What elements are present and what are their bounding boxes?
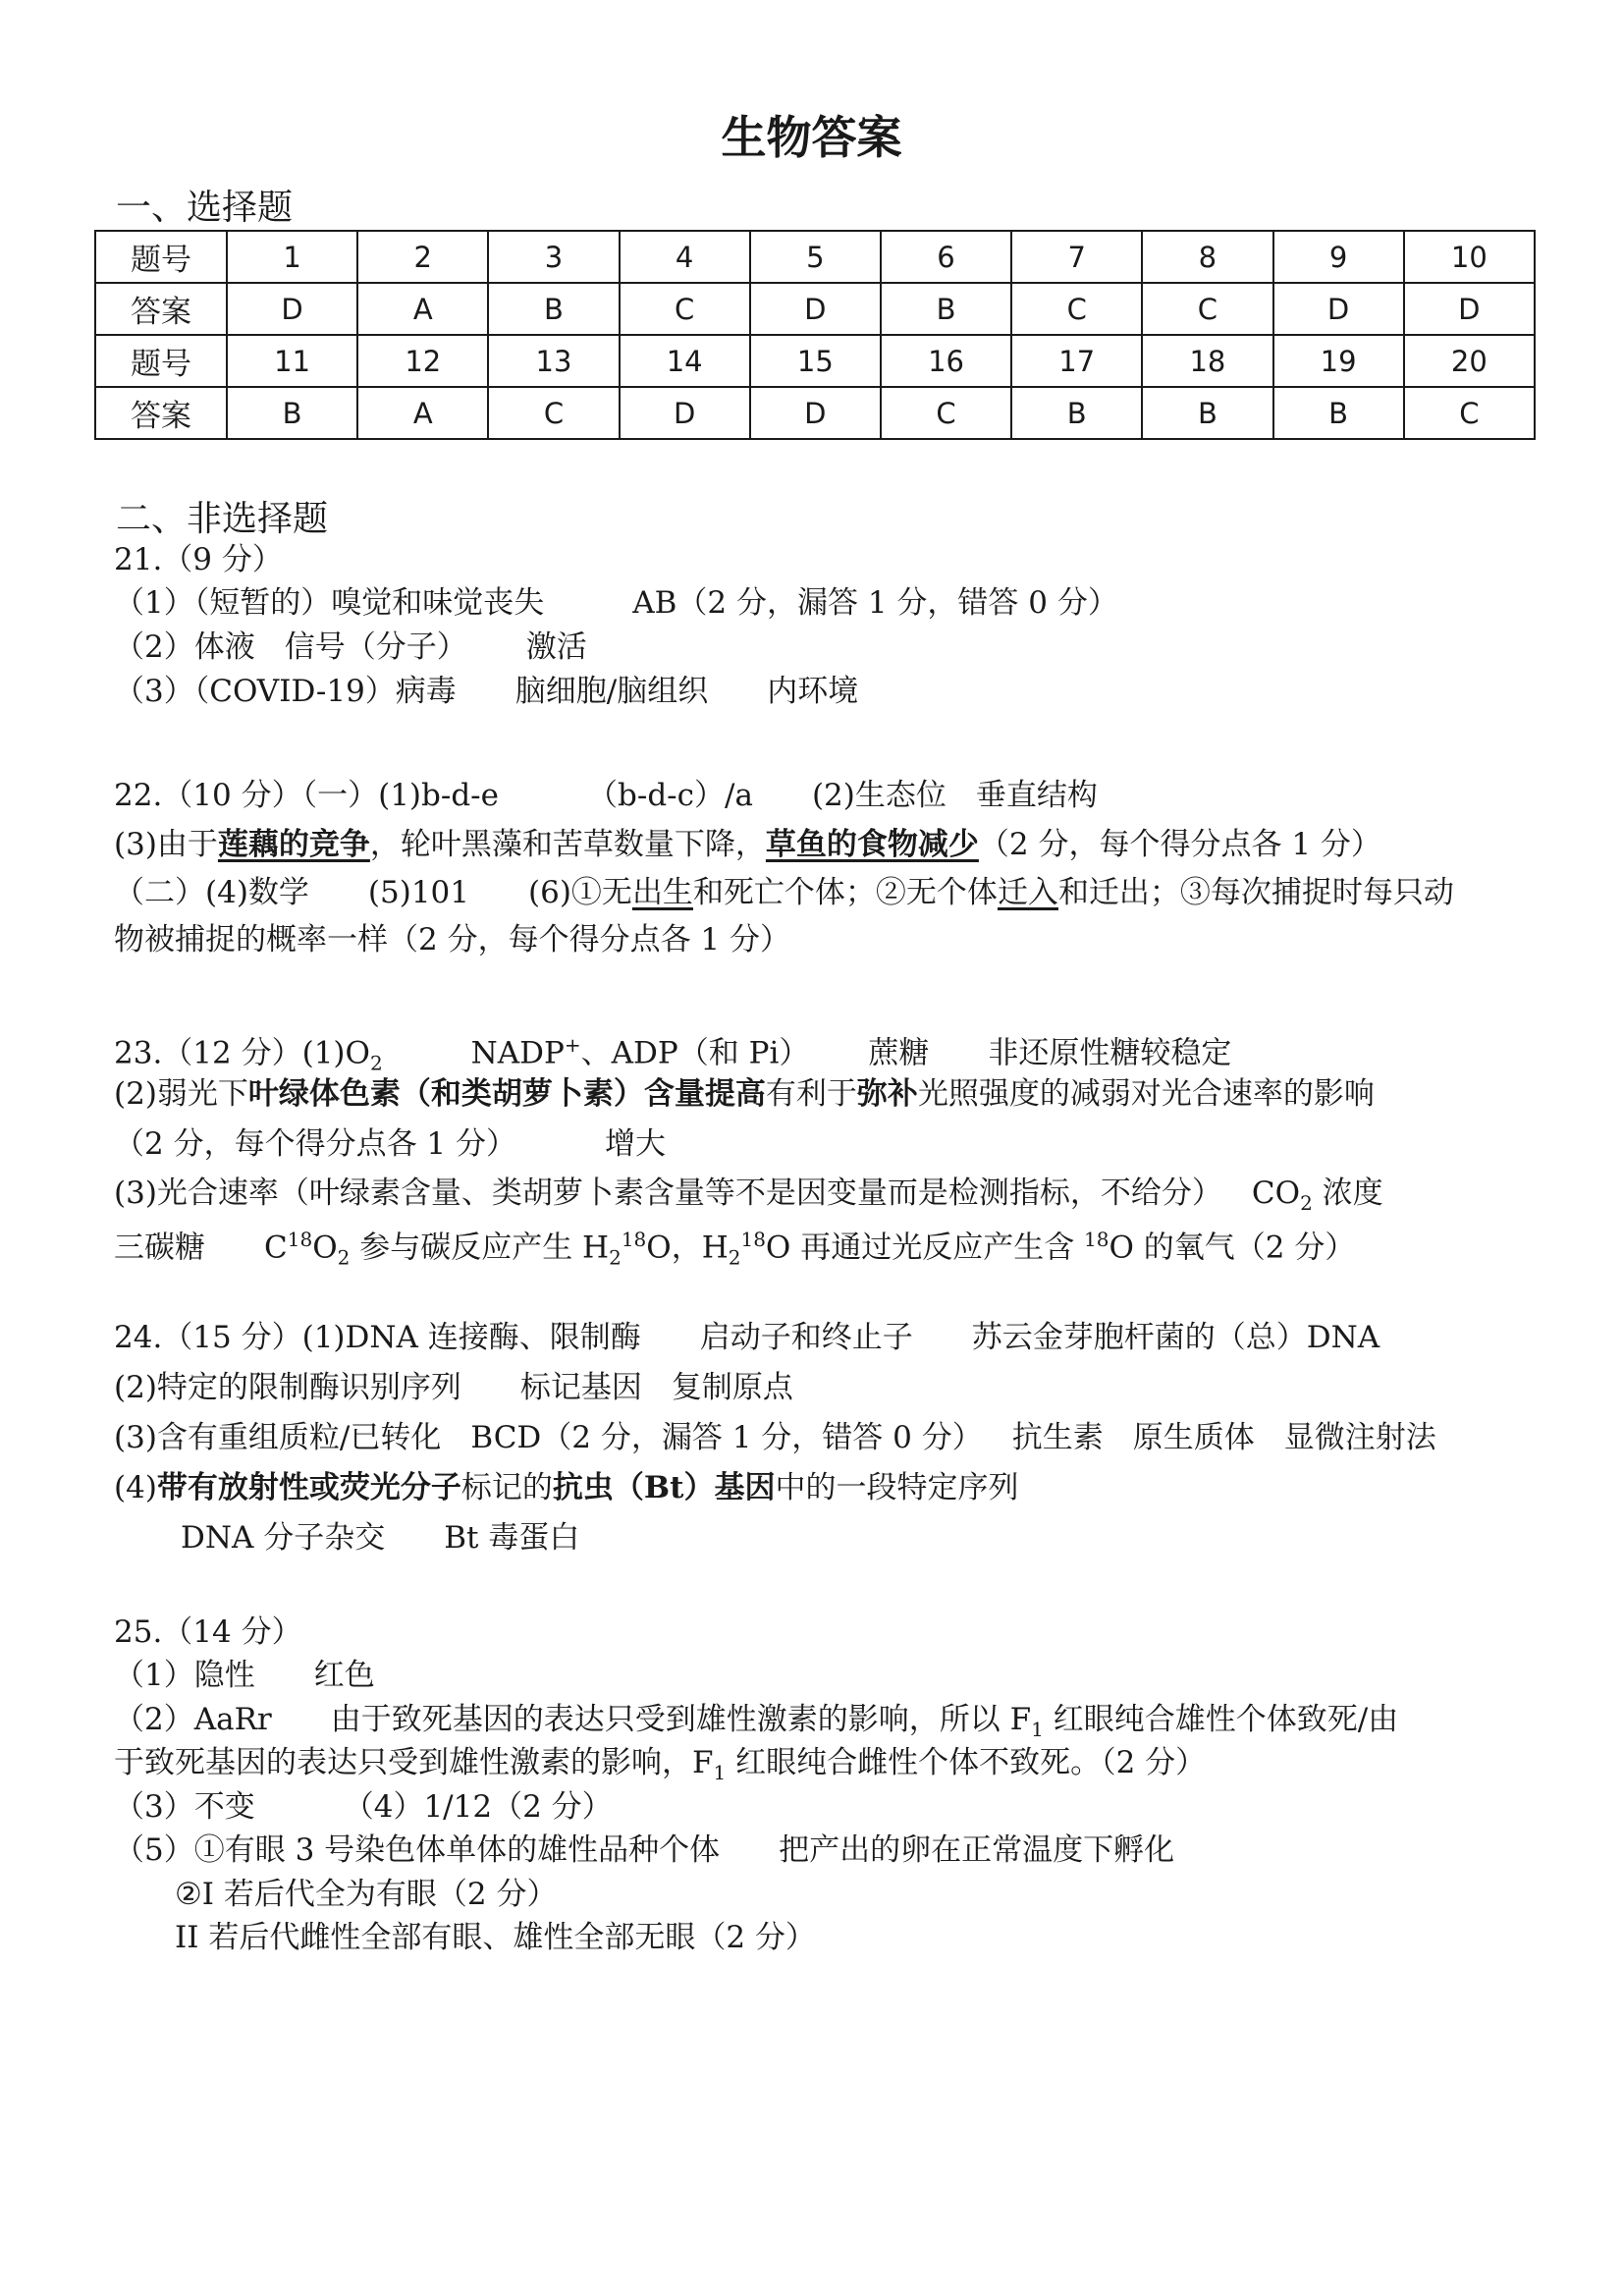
q24-line-1 [114, 1316, 1380, 1359]
table-cell: 6 [881, 231, 1011, 283]
section-heading-multiple-choice: 一、选择题 [116, 188, 294, 228]
table-cell: C [488, 387, 619, 439]
q21-answer-3b: 脑细胞/脑组织 [514, 674, 709, 709]
table-cell: 15 [750, 335, 881, 387]
q22-text: 和迁出；③每次捕捉时每只动 [1057, 875, 1454, 910]
table-cell: 7 [1011, 231, 1142, 283]
q21-answer-3c: 内环境 [767, 674, 859, 709]
q24-answer-1: 24.（15 分）(1)DNA 连接酶、限制酶 [114, 1320, 641, 1355]
table-row [95, 387, 1535, 439]
q25-answer-5: （5）①有眼 3 号染色体单体的雄性品种个体 [114, 1832, 721, 1868]
subscript: 2 [369, 1051, 383, 1075]
q25-answer-4: （4）1/12（2 分） [343, 1789, 613, 1825]
q24-bt-protein: Bt 毒蛋白 [444, 1520, 580, 1556]
table-row-label: 题号 [95, 231, 227, 283]
q25-red: 红色 [313, 1658, 375, 1693]
q25-line-4 [114, 1785, 613, 1829]
q25-line-5 [114, 1829, 1174, 1872]
table-row [95, 335, 1535, 387]
q22-text: (3)由于 [114, 827, 218, 862]
q25-answer-2: （2）AaRr [114, 1702, 272, 1737]
table-row [95, 283, 1535, 335]
table-cell: 12 [357, 335, 488, 387]
q24-line-5 [181, 1516, 579, 1559]
table-cell: D [750, 387, 881, 439]
q23-text: O 再通过光反应产生含 [765, 1230, 1085, 1266]
table-cell: C [881, 387, 1011, 439]
q22-key-birth: 出生 [631, 875, 693, 910]
table-cell: 10 [1404, 231, 1535, 283]
q23-reason: 非还原性糖较稳定 [988, 1035, 1232, 1071]
table-row-label: 答案 [95, 387, 227, 439]
q21-answer-1: （1）（短暂的）嗅觉和味觉丧失 [114, 585, 545, 621]
q22-answer-1: 22.（10 分）（一）(1)b-d-e [114, 778, 499, 813]
q21-line-3 [114, 670, 858, 713]
q25-line-1 [114, 1654, 375, 1697]
table-cell: 16 [881, 335, 1011, 387]
table-cell: 11 [227, 335, 357, 387]
q25-text: 红眼纯合雌性个体不致死。（2 分） [726, 1745, 1207, 1780]
answer-table [94, 230, 1536, 440]
table-cell: D [1273, 283, 1404, 335]
q21-heading: 21.（9 分） [114, 542, 283, 577]
q22-key-point-2: 草鱼的食物减少 [765, 827, 979, 862]
q24-line-2 [114, 1366, 793, 1409]
subscript: 2 [609, 1245, 622, 1270]
q23-key-point-1: 叶绿体色素（和类胡萝卜素）含量提高 [247, 1076, 766, 1112]
q25-text: 于致死基因的表达只受到雄性激素的影响，F [114, 1745, 714, 1780]
q25-text: 由于致死基因的表达只受到雄性激素的影响，所以 F [330, 1702, 1032, 1737]
table-cell: 18 [1142, 335, 1272, 387]
q21-line-1 [114, 581, 1118, 625]
table-cell: A [357, 283, 488, 335]
superscript: 18 [621, 1228, 647, 1251]
table-cell: B [1011, 387, 1142, 439]
q25-answer-3: （3）不变 [114, 1789, 255, 1825]
q22-answer-6: (6)①无 [528, 875, 632, 910]
q24-key-point-2: 抗虫（Bt）基因 [552, 1470, 776, 1505]
q23-concentration: 浓度 [1312, 1175, 1383, 1211]
table-cell: 17 [1011, 335, 1142, 387]
q24-microinjection: 显微注射法 [1283, 1420, 1436, 1455]
q22-key-immigration: 迁入 [997, 875, 1058, 910]
table-row-label: 答案 [95, 283, 227, 335]
q21-answer-3a: （3）（COVID-19）病毒 [114, 674, 457, 709]
q24-protoplast: 原生质体 [1132, 1420, 1255, 1455]
q24-text: (4) [114, 1470, 157, 1505]
q23-answer-1: 23.（12 分）(1)O [114, 1035, 370, 1071]
q22-line-1 [114, 774, 1098, 817]
subscript: 2 [1300, 1191, 1313, 1216]
superscript: + [564, 1033, 581, 1057]
q22-answer-2: (2)生态位 [811, 778, 947, 813]
q23-text: 参与碳反应产生 H [350, 1230, 610, 1266]
q23-text: 有利于 [765, 1076, 857, 1112]
q24-marker-gene: 标记基因 [519, 1370, 642, 1405]
q23-adp: 、ADP（和 Pi） [580, 1035, 810, 1071]
q21-answer-1-choice: AB（2 分，漏答 1 分，错答 0 分） [632, 585, 1118, 621]
q25-text: 红眼纯合雄性个体致死/由 [1043, 1702, 1399, 1737]
q22-answer-4: （二）(4)数学 [114, 875, 309, 910]
table-cell: D [750, 283, 881, 335]
table-cell: D [620, 387, 750, 439]
table-row [95, 231, 1535, 283]
table-cell: A [357, 387, 488, 439]
table-cell: C [1404, 387, 1535, 439]
q22-text: ，轮叶黑藻和苦草数量下降， [369, 827, 766, 862]
q23-text: O [312, 1230, 338, 1266]
table-cell: B [1142, 387, 1272, 439]
table-cell: B [881, 283, 1011, 335]
q24-text: 标记的 [460, 1470, 553, 1505]
q23-text: (2)弱光下 [114, 1076, 248, 1112]
q24-line-4 [114, 1466, 1018, 1509]
q22-line-2 [114, 823, 1381, 866]
q23-scoring-note: （2 分，每个得分点各 1 分） [114, 1126, 517, 1162]
q23-line-3 [114, 1122, 666, 1166]
q23-answer-3: (3)光合速率（叶绿素含量、类胡萝卜素含量等不是因变量而是检测指标，不给分） [114, 1175, 1222, 1211]
q21-line-2 [114, 626, 587, 669]
q24-hybridization: DNA 分子杂交 [181, 1520, 386, 1556]
q24-antibiotic: 抗生素 [1011, 1420, 1104, 1455]
q23-text: O，H [646, 1230, 729, 1266]
table-cell: C [1011, 283, 1142, 335]
q22-line-4: 物被捕捉的概率一样（2 分，每个得分点各 1 分） [114, 922, 791, 957]
subscript: 1 [713, 1761, 727, 1785]
q23-key-point-2: 弥补 [856, 1076, 918, 1112]
subscript: 2 [728, 1245, 741, 1270]
q25-incubation: 把产出的卵在正常温度下孵化 [779, 1832, 1175, 1868]
q22-scoring-note: （2 分，每个得分点各 1 分） [978, 827, 1381, 862]
q24-key-point-1: 带有放射性或荧光分子 [156, 1470, 461, 1505]
q23-nadp: NADP [470, 1035, 565, 1071]
table-cell: 14 [620, 335, 750, 387]
q22-line-3 [114, 871, 1454, 914]
q23-line-2 [114, 1072, 1375, 1116]
table-cell: C [620, 283, 750, 335]
table-cell: 9 [1273, 231, 1404, 283]
table-cell: 5 [750, 231, 881, 283]
q21-answer-2c: 激活 [525, 629, 587, 665]
q22-answer-1b: （b-d-c）/a [587, 778, 753, 813]
q25-line-7: II 若后代雌性全部有眼、雄性全部无眼（2 分） [175, 1920, 816, 1955]
table-cell: 19 [1273, 335, 1404, 387]
table-cell: 2 [357, 231, 488, 283]
table-cell: 20 [1404, 335, 1535, 387]
table-cell: D [1404, 283, 1535, 335]
table-cell: 13 [488, 335, 619, 387]
q23-sucrose: 蔗糖 [868, 1035, 930, 1071]
section-heading-free-response: 二、非选择题 [116, 499, 329, 539]
q23-increase: 增大 [605, 1126, 667, 1162]
q22-answer-2b: 垂直结构 [975, 778, 1098, 813]
q23-line-5 [114, 1218, 1355, 1280]
q23-text: 光照强度的减弱对光合速率的影响 [917, 1076, 1375, 1112]
table-cell: 8 [1142, 231, 1272, 283]
q24-promoter: 启动子和终止子 [699, 1320, 913, 1355]
q21-answer-2b: 信号（分子） [284, 629, 467, 665]
q22-key-point-1: 莲藕的竞争 [217, 827, 370, 862]
superscript: 18 [287, 1228, 313, 1251]
q23-co2: CO [1251, 1175, 1301, 1211]
table-cell: D [227, 283, 357, 335]
table-cell: 4 [620, 231, 750, 283]
page-title: 生物答案 [721, 111, 902, 164]
table-cell: 1 [227, 231, 357, 283]
q21-answer-2a: （2）体液 [114, 629, 255, 665]
q24-dna-source: 苏云金芽胞杆菌的（总）DNA [971, 1320, 1380, 1355]
table-cell: B [227, 387, 357, 439]
q25-line-6: ②I 若后代全为有眼（2 分） [175, 1877, 558, 1912]
q24-origin: 复制原点 [671, 1370, 793, 1405]
q24-text: 中的一段特定序列 [775, 1470, 1019, 1505]
table-cell: C [1142, 283, 1272, 335]
q24-choice: BCD（2 分，漏答 1 分，错答 0 分） [470, 1420, 983, 1455]
q23-text: C [264, 1230, 288, 1266]
table-row-label: 题号 [95, 335, 227, 387]
superscript: 18 [1084, 1228, 1109, 1251]
subscript: 2 [337, 1245, 351, 1270]
superscript: 18 [740, 1228, 766, 1251]
subscript: 1 [1031, 1718, 1044, 1742]
table-cell: 3 [488, 231, 619, 283]
table-cell: B [1273, 387, 1404, 439]
q24-answer-2: (2)特定的限制酶识别序列 [114, 1370, 461, 1405]
q22-text: 和死亡个体；②无个体 [692, 875, 998, 910]
q23-triose: 三碳糖 [114, 1230, 205, 1266]
q24-answer-3: (3)含有重组质粒/已转化 [114, 1420, 442, 1455]
q23-text: O 的氧气（2 分） [1109, 1230, 1356, 1266]
table-cell: B [488, 283, 619, 335]
q25-heading: 25.（14 分） [114, 1614, 302, 1650]
q22-answer-5: (5)101 [367, 875, 470, 910]
q25-answer-1: （1）隐性 [114, 1658, 255, 1693]
q24-line-3 [114, 1416, 1436, 1459]
